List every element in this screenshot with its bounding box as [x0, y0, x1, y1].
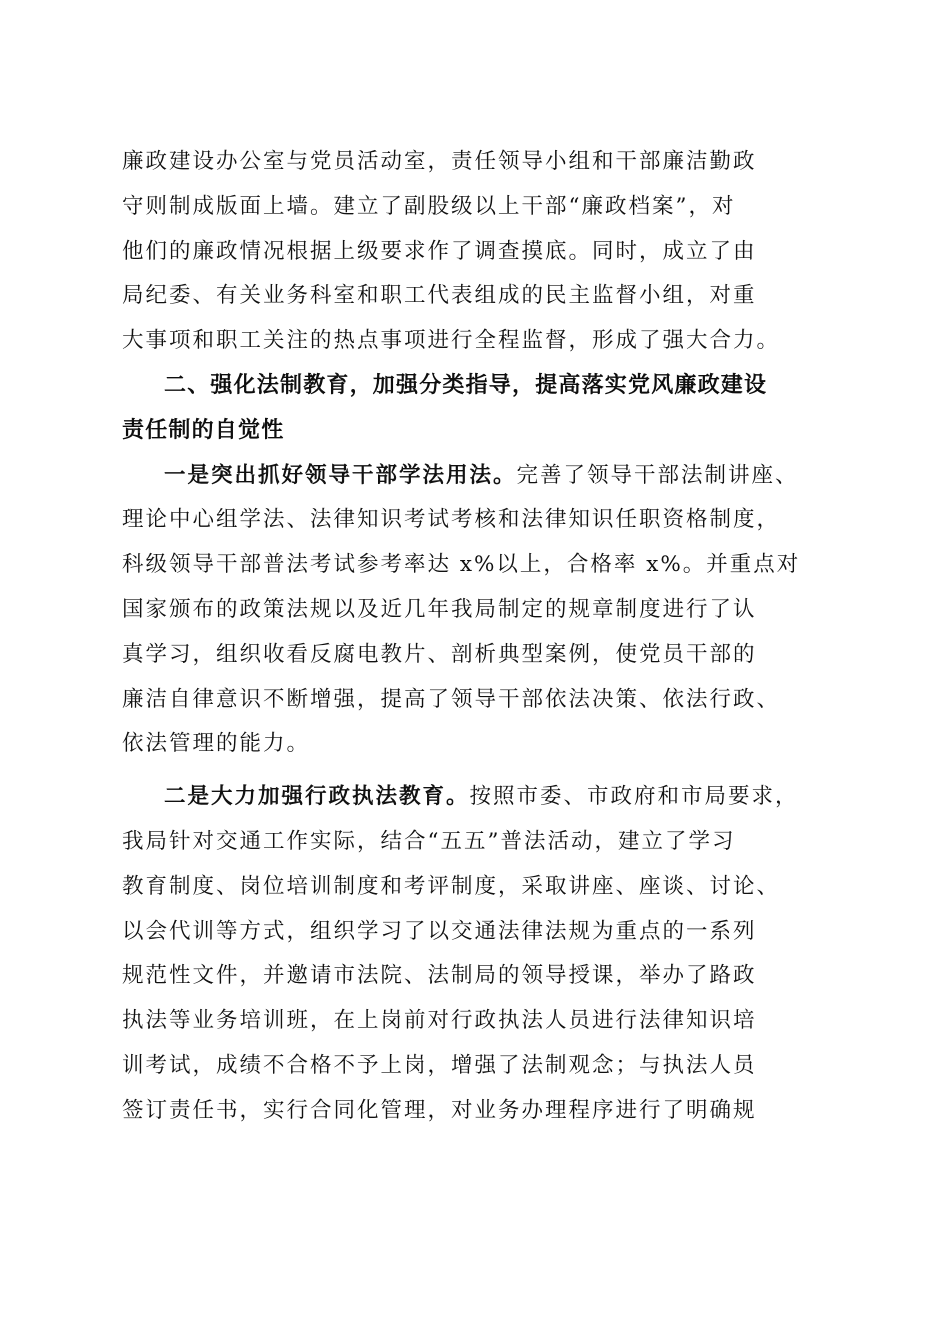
line-text: 完善了领导干部法制讲座、 — [516, 462, 799, 488]
paragraph-supervision — [122, 140, 832, 364]
text-line: 训考试，成绩不合格不予上岗，增强了法制观念；与执法人员 — [122, 1052, 757, 1078]
document-body — [122, 140, 832, 1134]
text-line: 教育制度、岗位培训制度和考评制度，采取讲座、座谈、讨论、 — [122, 873, 781, 899]
text-line: 规范性文件，并邀请市法院、法制局的领导授课，举办了路政 — [122, 963, 757, 989]
paragraph-leaders-law-study — [122, 454, 832, 768]
section-heading — [122, 364, 832, 454]
text-line: 守则制成版面上墙。建立了副股级以上干部“廉政档案”，对 — [122, 193, 736, 219]
text-line: 签订责任书，实行合同化管理，对业务办理程序进行了明确规 — [122, 1097, 757, 1123]
paragraph-law-enforcement-education — [122, 775, 832, 1133]
text-line: 真学习，组织收看反腐电教片、剖析典型案例，使党员干部的 — [122, 641, 757, 667]
paragraph-lead: 二是大力加强行政执法教育。 — [164, 784, 470, 810]
heading-line: 二、强化法制教育，加强分类指导，提高落实党风廉政建设 — [164, 372, 768, 398]
paragraph-gap — [122, 767, 832, 775]
text-line: 依法管理的能力。 — [122, 731, 311, 757]
text-line: 他们的廉政情况根据上级要求作了调查摸底。同时，成立了由 — [122, 238, 757, 264]
text-line: 以会代训等方式，组织学习了以交通法律法规为重点的一系列 — [122, 918, 757, 944]
text-line: 理论中心组学法、法律知识考试考核和法律知识任职资格制度， — [122, 507, 781, 533]
line-text: 按照市委、市政府和市局要求， — [469, 784, 799, 810]
text-line: 科级领导干部普法考试参考率达 x%以上，合格率 x%。并重点对 — [122, 552, 801, 578]
text-line: 执法等业务培训班，在上岗前对行政执法人员进行法律知识培 — [122, 1008, 757, 1034]
text-line: 国家颁布的政策法规以及近几年我局制定的规章制度进行了认 — [122, 596, 757, 622]
text-line: 廉政建设办公室与党员活动室，责任领导小组和干部廉洁勤政 — [122, 149, 757, 174]
text-line: 局纪委、有关业务科室和职工代表组成的民主监督小组，对重 — [122, 283, 757, 309]
heading-line: 责任制的自觉性 — [122, 417, 285, 443]
text-line — [122, 454, 832, 499]
text-line: 廉洁自律意识不断增强，提高了领导干部依法决策、依法行政、 — [122, 686, 781, 712]
paragraph-lead: 一是突出抓好领导干部学法用法。 — [164, 462, 517, 488]
text-line — [122, 775, 832, 820]
text-line: 我局针对交通工作实际，结合“五五”普法活动，建立了学习 — [122, 828, 736, 854]
text-line: 大事项和职工关注的热点事项进行全程监督，形成了强大合力。 — [122, 328, 781, 354]
